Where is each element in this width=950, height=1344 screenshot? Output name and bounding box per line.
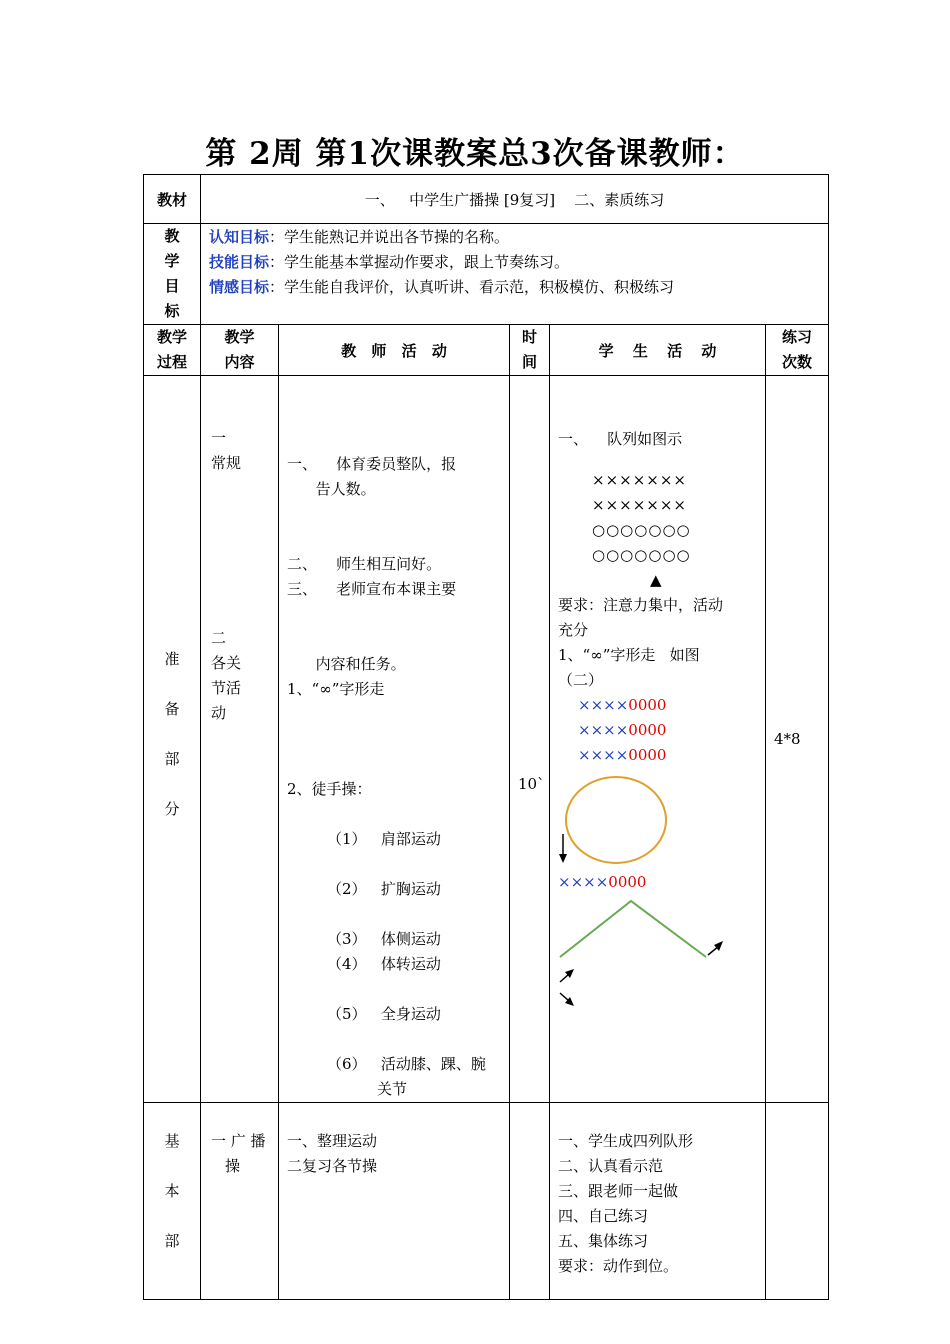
cross-rows: ××××0000 ××××0000 ××××0000	[578, 696, 667, 764]
route-circle	[566, 777, 666, 863]
cross-bottom: ××××0000	[558, 873, 647, 891]
header-practice: 练习 次数	[766, 325, 829, 376]
prep-process: 准 备 部 分	[144, 376, 201, 1103]
prep-row	[144, 376, 829, 1103]
lesson-plan-table	[143, 174, 829, 1300]
header-process: 教学 过程	[144, 325, 201, 376]
prep-time: 10`	[510, 376, 550, 1103]
teacher-item2: 2、徒手操：	[287, 780, 372, 798]
material-content: 一、 中学生广播操 [9复习] 二、素质练习	[201, 175, 829, 224]
prep-student	[550, 376, 766, 1103]
circle-diagram	[558, 770, 758, 870]
prep-content	[201, 376, 279, 1103]
basic-process: 基 本 部	[144, 1103, 201, 1300]
zigzag-path	[560, 901, 706, 957]
goal-cognitive: 认知目标：学生能熟记并说出各节操的名称。	[209, 228, 510, 246]
page-title: 第 2周 第1次课教案总3次备课教师：	[205, 136, 745, 172]
material-label: 教材	[144, 175, 201, 224]
goals-content	[201, 224, 829, 325]
figure8-text: 1、“∞”字形走 如图 （二）	[558, 646, 700, 689]
header-teacher: 教 师 活 动	[279, 325, 510, 376]
teacher-steps: 一、 体育委员整队，报 告人数。 二、 师生相互问好。 三、 老师宣布本课主要 内容和任务。 1、“∞”字形走	[287, 455, 457, 698]
goal-affective: 情感目标：学生能自我评价，认真听讲、看示范，积极模仿、积极练习	[209, 278, 675, 296]
zigzag-diagram	[558, 895, 758, 1010]
prep-practice: 4*8	[766, 376, 829, 1103]
down-arrow-icon	[559, 854, 567, 863]
basic-teacher: 一、整理运动 二复习各节操	[279, 1103, 510, 1300]
header-student: 学 生 活 动	[550, 325, 766, 376]
teacher-marker: ▲	[650, 571, 662, 589]
content-routine: 一 常规	[211, 429, 242, 472]
arrow-line-up	[560, 974, 569, 982]
basic-time	[510, 1103, 550, 1300]
material-row	[144, 175, 829, 224]
goals-label: 教 学 目 标	[144, 224, 201, 325]
goal-skill: 技能目标：学生能基本掌握动作要求，跟上节奏练习。	[209, 253, 570, 271]
arrow-line-down	[560, 993, 569, 1001]
content-joints: 二 各关 节活 动	[211, 629, 242, 722]
student-intro: 一、 队列如图示	[558, 430, 683, 448]
exercise-list: （1） 肩部运动 （2） 扩胸运动 （3） 体侧运动 （4） 体转运动 （5） 全身运动 （6） 活动膝、踝、腕 关节	[327, 830, 486, 1098]
header-row	[144, 325, 829, 376]
header-time: 时 间	[510, 325, 550, 376]
basic-student: 一、学生成四列队形 二、认真看示范 三、跟老师一起做 四、自己练习 五、集体练习 要求：动作到位。	[550, 1103, 766, 1300]
basic-row	[144, 1103, 829, 1300]
goals-row	[144, 224, 829, 325]
basic-content: 一 广 播 操	[201, 1103, 279, 1300]
requirement: 要求：注意力集中，活动 充分	[558, 596, 724, 639]
basic-practice	[766, 1103, 829, 1300]
formation: ××××××× ××××××× ○○○○○○○ ○○○○○○○	[592, 471, 691, 564]
prep-teacher	[279, 376, 510, 1103]
header-content: 教学 内容	[201, 325, 279, 376]
